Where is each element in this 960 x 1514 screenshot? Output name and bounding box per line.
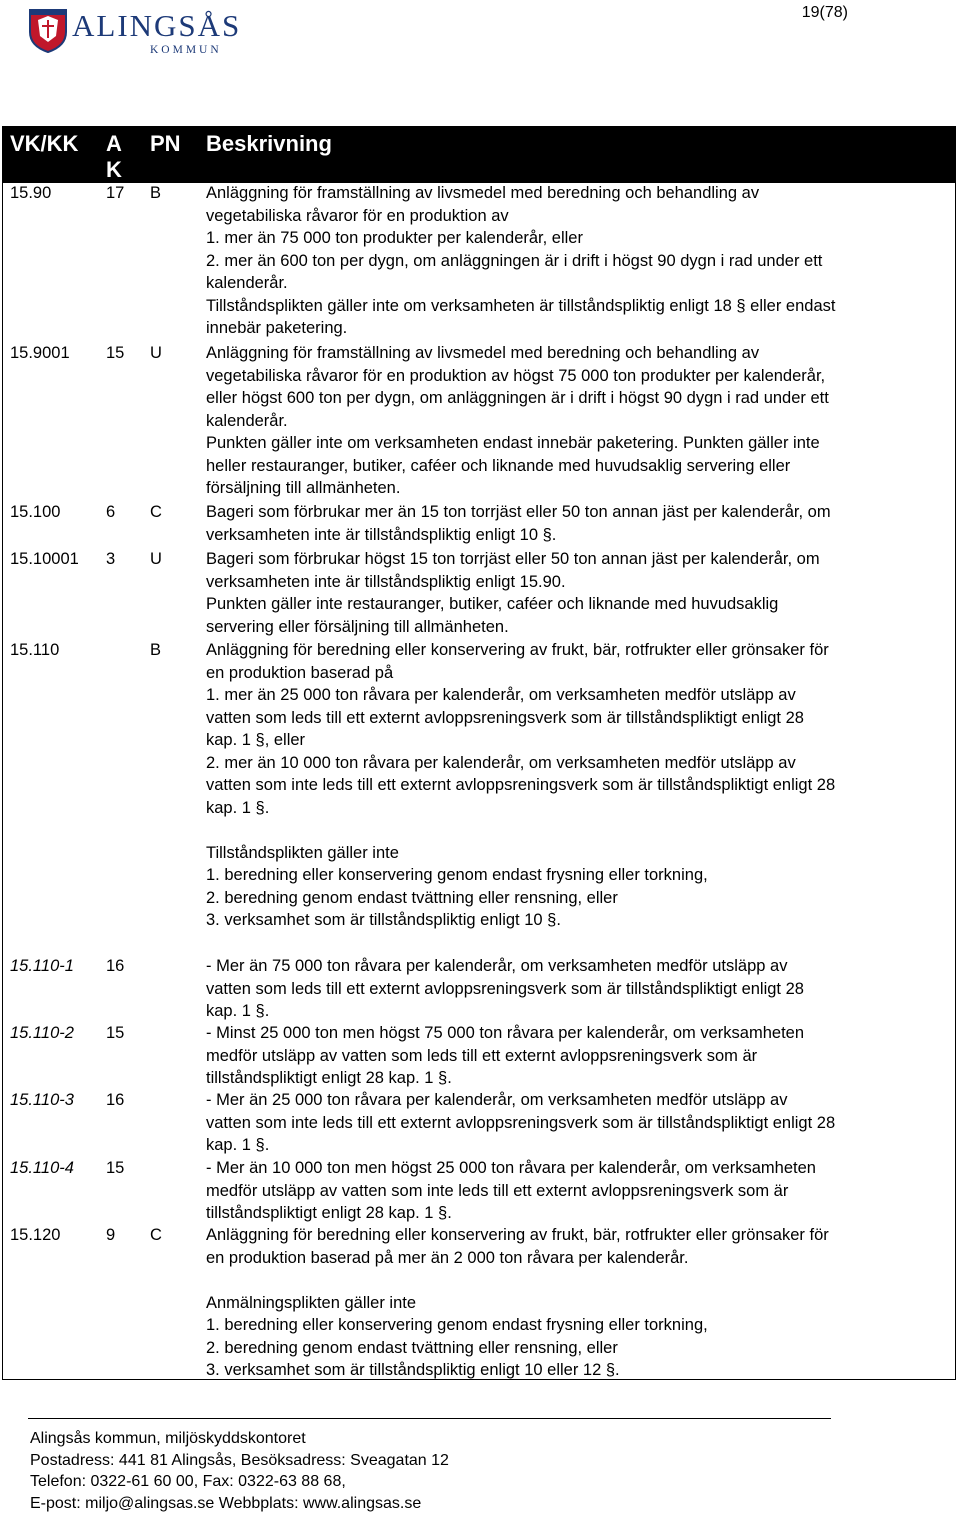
description-line: 3. verksamhet som är tillståndspliktig enligt 10 §. [206,909,954,932]
description-line: Punkten gäller inte restauranger, butiker, caféer och liknande med huvudsaklig [206,593,954,616]
footer-line-organisation: Alingsås kommun, miljöskyddskontoret [30,1428,449,1450]
description-line: vatten som leds till ett externt avloppsreningsverk som är tillståndspliktigt enligt 28 [206,707,954,730]
row-description [206,1224,954,1382]
logo-subtitle: KOMMUN [150,44,222,56]
description-line [206,1269,954,1292]
description-line: kalenderår. [206,410,954,433]
description-line: 1. mer än 75 000 ton produkter per kalenderår, eller [206,227,954,250]
description-line: - Mer än 10 000 ton men högst 25 000 ton råvara per kalenderår, om verksamheten [206,1157,954,1180]
row-code: 15.9001 [10,342,70,365]
footer-line-address: Postadress: 441 81 Alingsås, Besöksadress: Sveagatan 12 [30,1450,449,1472]
activity-table [2,126,956,1380]
row-code: 15.120 [10,1224,60,1247]
description-line: - Minst 25 000 ton men högst 75 000 ton råvara per kalenderår, om verksamheten [206,1022,954,1045]
row-description [206,501,954,546]
description-line: kap. 1 §. [206,797,954,820]
row-description [206,1089,954,1157]
row-ak: 9 [106,1224,115,1247]
row-pn: C [150,501,162,524]
row-code: 15.110-3 [10,1089,74,1112]
description-line: - Mer än 75 000 ton råvara per kalenderår, om verksamheten medför utsläpp av [206,955,954,978]
description-line: Bageri som förbrukar mer än 15 ton torrjäst eller 50 ton annan jäst per kalenderår, om [206,501,954,524]
table-header [3,127,955,183]
footer-line-contact: E-post: miljo@alingsas.se Webbplats: www.alingsas.se [30,1493,449,1514]
description-line: Anläggning för framställning av livsmedel med beredning och behandling av [206,182,954,205]
description-line: 2. mer än 10 000 ton råvara per kalenderår, om verksamheten medför utsläpp av [206,752,954,775]
description-line: kap. 1 §, eller [206,729,954,752]
row-description [206,955,954,1023]
header-pn: PN [150,131,181,157]
footer-line-phone: Telefon: 0322-61 60 00, Fax: 0322-63 88 68, [30,1471,449,1493]
header-ak: A K [106,131,122,183]
description-line: kap. 1 §. [206,1134,954,1157]
description-line: vatten som leds till ett externt avloppsreningsverk som är tillståndspliktigt enligt 28 [206,978,954,1001]
row-code: 15.90 [10,182,51,205]
row-ak: 15 [106,1157,124,1180]
description-line: 1. beredning eller konservering genom endast frysning eller torkning, [206,864,954,887]
description-line: en produktion baserad på [206,662,954,685]
header-vkkk: VK/KK [10,131,78,157]
row-pn: U [150,342,162,365]
description-line: 2. beredning genom endast tvättning eller rensning, eller [206,887,954,910]
row-description [206,548,954,638]
row-code: 15.100 [10,501,60,524]
description-line: Tillståndsplikten gäller inte [206,842,954,865]
description-line: 1. mer än 25 000 ton råvara per kalenderår, om verksamheten medför utsläpp av [206,684,954,707]
description-line: vegetabiliska råvaror för en produktion av högst 75 000 ton produkter per kalenderår, [206,365,954,388]
description-line: verksamheten inte är tillståndspliktig enligt 15.90. [206,571,954,594]
description-line: verksamheten inte är tillståndspliktig enligt 10 §. [206,524,954,547]
description-line: 1. beredning eller konservering genom endast frysning eller torkning, [206,1314,954,1337]
description-line: medför utsläpp av vatten som leds till ett externt avloppsreningsverk som är [206,1045,954,1068]
row-code: 15.10001 [10,548,79,571]
row-ak: 15 [106,342,124,365]
description-line: 2. mer än 600 ton per dygn, om anläggningen är i drift i högst 90 dygn i rad under ett [206,250,954,273]
description-line: Punkten gäller inte om verksamheten endast innebär paketering. Punkten gäller inte [206,432,954,455]
description-line: Anläggning för beredning eller konservering av frukt, bär, rotfrukter eller grönsaker för [206,639,954,662]
row-description [206,1157,954,1225]
description-line: Anläggning för framställning av livsmedel med beredning och behandling av [206,342,954,365]
row-description [206,342,954,500]
header-description: Beskrivning [206,131,332,157]
description-line: - Mer än 25 000 ton råvara per kalenderår, om verksamheten medför utsläpp av [206,1089,954,1112]
description-line: försäljning till allmänheten. [206,477,954,500]
row-code: 15.110-1 [10,955,74,978]
row-ak: 16 [106,1089,124,1112]
description-line: servering eller försäljning till allmänheten. [206,616,954,639]
alingsas-logo [28,6,258,58]
description-line: en produktion baserad på mer än 2 000 ton råvara per kalenderår. [206,1247,954,1270]
page-number: 19(78) [802,4,848,22]
row-code: 15.110-4 [10,1157,74,1180]
row-ak: 16 [106,955,124,978]
description-line: heller restauranger, butiker, caféer och liknande med huvudsaklig servering eller [206,455,954,478]
description-line [206,819,954,842]
description-line: vegetabiliska råvaror för en produktion av [206,205,954,228]
description-line: vatten som inte leds till ett externt avloppsreningsverk som är tillståndspliktigt enligt 28 [206,1112,954,1135]
description-line: Bageri som förbrukar högst 15 ton torrjäst eller 50 ton annan jäst per kalenderår, om [206,548,954,571]
row-description [206,1022,954,1090]
footer [30,1428,449,1514]
row-ak: 3 [106,548,115,571]
description-line: kap. 1 §. [206,1000,954,1023]
description-line: tillståndspliktigt enligt 28 kap. 1 §. [206,1202,954,1225]
description-line: Tillståndsplikten gäller inte om verksamheten är tillståndspliktig enligt 18 § eller endast [206,295,954,318]
row-ak: 15 [106,1022,124,1045]
description-line: eller högst 600 ton per dygn, om anläggningen är i drift i högst 90 dygn i rad under ett [206,387,954,410]
logo-name: ALINGSÅS [72,8,241,44]
description-line: 3. verksamhet som är tillståndspliktig enligt 10 eller 12 §. [206,1359,954,1382]
row-pn: B [150,639,161,662]
description-line: vatten som inte leds till ett externt avloppsreningsverk som är tillståndspliktigt enligt 28 [206,774,954,797]
row-ak: 6 [106,501,115,524]
description-line: kalenderår. [206,272,954,295]
row-pn: B [150,182,161,205]
row-pn: C [150,1224,162,1247]
coat-of-arms-icon [28,6,68,54]
footer-divider [28,1418,831,1419]
description-line: Anläggning för beredning eller konservering av frukt, bär, rotfrukter eller grönsaker för [206,1224,954,1247]
description-line: innebär paketering. [206,317,954,340]
row-code: 15.110-2 [10,1022,74,1045]
description-line: tillståndspliktigt enligt 28 kap. 1 §. [206,1067,954,1090]
description-line: 2. beredning genom endast tvättning eller rensning, eller [206,1337,954,1360]
description-line: Anmälningsplikten gäller inte [206,1292,954,1315]
row-pn: U [150,548,162,571]
row-code: 15.110 [10,639,59,662]
description-line: medför utsläpp av vatten som inte leds till ett externt avloppsreningsverk som är [206,1180,954,1203]
row-description [206,639,954,932]
row-ak: 17 [106,182,124,205]
row-description [206,182,954,340]
